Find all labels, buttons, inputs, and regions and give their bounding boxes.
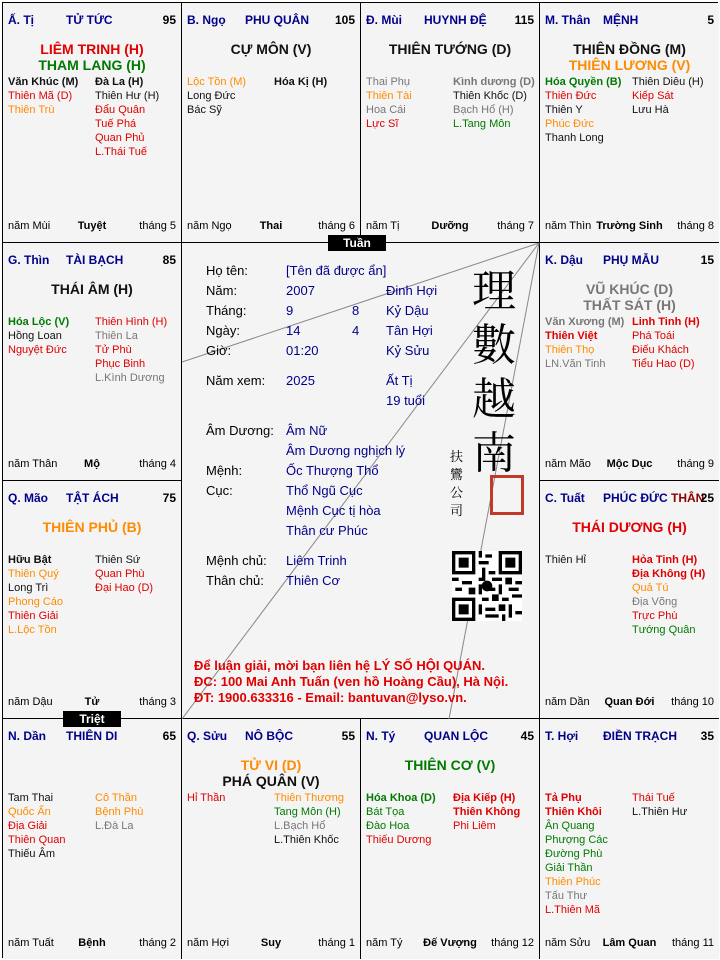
info-value: 2007: [286, 283, 315, 298]
minor-stars-left: [545, 75, 621, 145]
palace-thin: [3, 243, 182, 481]
can-chi: C. Tuất: [545, 491, 585, 505]
minor-star: Tấu Thư: [545, 890, 588, 902]
info-key: Cục:: [206, 483, 233, 498]
minor-star: Thiên Khốc (D): [453, 90, 527, 102]
palace-footer: [8, 458, 176, 472]
palace-name: PHÚC ĐỨC: [603, 491, 668, 505]
minor-stars-left: [545, 553, 586, 567]
minor-star: Ân Quang: [545, 820, 595, 832]
minor-star: Hỉ Thần: [187, 792, 226, 804]
minor-star: Thiên Quan: [8, 834, 66, 846]
minor-star: Đào Hoa: [366, 820, 410, 832]
minor-star: Kình dương (D): [453, 76, 535, 88]
minor-stars-left: [8, 553, 63, 637]
minor-stars-left: [8, 791, 65, 861]
minor-stars-right: [95, 75, 159, 159]
calligraphy-char: 南: [472, 428, 516, 479]
info-key: Âm Dương:: [206, 423, 274, 438]
minor-star: Tả Phụ: [545, 792, 582, 804]
minor-star: L.Thiên Mã: [545, 904, 601, 916]
palace-footer: [545, 458, 714, 472]
minor-star: Quan Phù: [95, 568, 145, 580]
palace-footer: [187, 937, 355, 951]
year-label: năm Sửu: [545, 937, 591, 949]
info-canchi: Tân Hợi: [386, 323, 433, 338]
life-stage: Mộ: [84, 458, 100, 470]
year-label: năm Hợi: [187, 937, 230, 949]
palace-header: [8, 729, 176, 745]
life-stage: Trường Sinh: [596, 220, 663, 232]
palace-name: QUAN LỘC: [424, 729, 488, 743]
minor-star: Thiên Tài: [366, 90, 412, 102]
minor-stars-left: [366, 791, 436, 847]
info-key: Mệnh:: [206, 463, 243, 478]
palace-age: 115: [514, 13, 534, 27]
month-label: tháng 1: [318, 937, 355, 949]
palace-footer: [187, 220, 355, 234]
minor-star: Quan Phủ: [95, 132, 145, 144]
minor-star: Quả Tú: [632, 582, 669, 594]
year-label: năm Tị: [366, 220, 400, 232]
minor-stars-right: [95, 791, 143, 833]
palace-suu: [182, 719, 361, 959]
minor-star: Long Trì: [8, 582, 49, 594]
than-marker: THÂN: [671, 491, 705, 505]
minor-star: Thiên Hình (H): [95, 316, 168, 328]
minor-star: Bệnh Phù: [95, 806, 144, 818]
palace-dan: [3, 719, 182, 959]
palace-header: [545, 13, 714, 29]
minor-stars-right: [632, 553, 705, 637]
info-lunar: 8: [352, 303, 360, 318]
palace-footer: [8, 696, 176, 710]
calligraphy-char: 越: [472, 374, 516, 425]
minor-star: Thái Tuế: [632, 792, 675, 804]
main-star: THAM LANG (H): [38, 57, 146, 73]
minor-star: Thiên Sứ: [95, 554, 141, 566]
can-chi: N. Dần: [8, 729, 47, 743]
minor-stars-left: [545, 791, 608, 917]
can-chi: Đ. Mùi: [366, 13, 402, 27]
year-label: năm Thân: [8, 458, 58, 470]
minor-star: L.Thái Tuế: [95, 146, 147, 158]
minor-star: Thiên La: [95, 330, 138, 342]
palace-name: PHỤ MẪU: [603, 253, 659, 267]
minor-stars-left: [187, 75, 246, 117]
minor-star: Kiếp Sát: [632, 90, 674, 102]
minor-star: L.Bạch Hổ: [274, 820, 326, 832]
minor-stars-right: [632, 75, 704, 117]
month-label: tháng 8: [677, 220, 714, 232]
info-key: Họ tên:: [206, 263, 248, 278]
minor-stars-right: [274, 791, 344, 847]
minor-star: L.Tang Môn: [453, 118, 511, 130]
palace-footer: [366, 220, 534, 234]
info-value: Mệnh Cục tị hòa: [286, 503, 381, 518]
palace-header: [8, 491, 176, 507]
can-chi: G. Thìn: [8, 253, 50, 267]
palace-age: 55: [341, 729, 355, 743]
minor-star: Thanh Long: [545, 132, 604, 144]
palace-age: 65: [162, 729, 176, 743]
contact-info: [194, 658, 508, 706]
minor-star: Quốc Ấn: [8, 806, 51, 818]
palace-name: TỬ TỨC: [66, 13, 113, 27]
info-value: Ốc Thượng Thổ: [286, 463, 379, 478]
info-value: Thiên Cơ: [286, 573, 341, 588]
info-value: Liêm Trinh: [286, 553, 347, 568]
month-label: tháng 2: [139, 937, 176, 949]
main-star: THIÊN ĐỒNG (M): [573, 41, 686, 57]
palace-ngo: [182, 3, 361, 243]
palace-header: [8, 13, 176, 29]
info-canchi: Đinh Hợi: [386, 283, 438, 298]
month-label: tháng 9: [677, 458, 714, 470]
minor-star: Phong Cáo: [8, 596, 64, 608]
minor-star: L.Thiên Hư: [632, 806, 688, 818]
minor-star: Địa Không (H): [632, 568, 706, 580]
info-canchi: Kỷ Sửu: [386, 343, 430, 358]
calligraphy-logo: [464, 265, 524, 481]
minor-stars-left: [545, 315, 624, 371]
minor-star: Phúc Đức: [545, 118, 594, 130]
triet-tag: Triệt: [63, 711, 121, 727]
palace-mui: [361, 3, 540, 243]
minor-stars-left: [8, 315, 69, 357]
minor-star: L.Thiên Khốc: [274, 834, 339, 846]
palace-age: 5: [707, 13, 714, 27]
palace-age: 85: [162, 253, 176, 267]
minor-star: Thiên Thọ: [545, 344, 595, 356]
palace-name: NÔ BỘC: [245, 729, 293, 743]
year-label: năm Tuất: [8, 937, 54, 949]
month-label: tháng 10: [671, 696, 714, 708]
minor-star: Hữu Bật: [8, 554, 52, 566]
main-star: THÁI ÂM (H): [51, 281, 133, 297]
main-star: THIÊN TƯỚNG (D): [388, 41, 512, 57]
palace-name: TÀI BẠCH: [66, 253, 124, 267]
horoscope-board: [2, 2, 718, 958]
minor-star: Hồng Loan: [8, 330, 62, 342]
info-key: Giờ:: [206, 343, 232, 358]
palace-footer: [545, 696, 714, 710]
minor-star: Thiên Việt: [545, 330, 598, 342]
minor-star: Đẩu Quân: [95, 104, 146, 116]
minor-star: Thiên Hư (H): [95, 90, 160, 102]
minor-star: Thiên Quý: [8, 568, 59, 580]
year-label: năm Tý: [366, 937, 403, 949]
minor-star: Phục Binh: [95, 358, 146, 370]
info-value: 01:20: [286, 343, 319, 358]
palace-dau: [540, 243, 719, 481]
minor-stars-right: [453, 75, 535, 131]
main-star: TỬ VI (D): [240, 757, 302, 773]
minor-star: Đại Hao (D): [95, 582, 154, 594]
life-stage: Mộc Dục: [606, 458, 653, 470]
minor-star: Phượng Các: [545, 834, 608, 846]
can-chi: Ấ. Tị: [8, 13, 34, 27]
minor-star: Lưu Hà: [632, 104, 669, 116]
info-value: Âm Dương nghịch lý: [286, 443, 406, 458]
palace-age: 95: [162, 13, 176, 27]
info-value: [Tên đã được ẩn]: [286, 263, 387, 278]
minor-star: L.Kình Dương: [95, 372, 165, 384]
palace-age: 35: [700, 729, 714, 743]
contact-line: Để luận giải, mời bạn liên hệ LÝ SỐ HỘI QUÁN.: [194, 658, 485, 673]
minor-star: L.Lộc Tồn: [8, 624, 57, 636]
month-label: tháng 6: [318, 220, 355, 232]
palace-tuat: [540, 481, 719, 719]
minor-star: Tướng Quân: [632, 624, 696, 636]
minor-star: Linh Tinh (H): [632, 316, 700, 328]
palace-ty2: [361, 719, 540, 959]
seal-text: 扶 鸞 公 司: [450, 449, 464, 518]
minor-star: Cô Thần: [95, 792, 137, 804]
life-stage: Tử: [84, 696, 100, 708]
main-star: THIÊN PHỦ (B): [42, 519, 142, 535]
main-star: THIÊN LƯƠNG (V): [568, 57, 691, 73]
life-stage: Bệnh: [78, 937, 106, 949]
palace-header: [187, 729, 355, 745]
minor-star: Thiếu Âm: [8, 848, 56, 860]
life-stage: Dưỡng: [431, 220, 469, 232]
minor-star: Lực Sĩ: [366, 118, 399, 130]
palace-age: 25: [700, 491, 714, 505]
main-star: THIÊN CƠ (V): [404, 757, 496, 773]
life-stage: Đế Vượng: [423, 937, 477, 949]
main-star: PHÁ QUÂN (V): [222, 773, 320, 789]
minor-star: Thiên Giải: [8, 610, 59, 622]
minor-star: Văn Xương (M): [545, 316, 625, 328]
info-canchi: Kỷ Dậu: [386, 303, 429, 318]
life-stage: Thai: [259, 220, 283, 232]
minor-star: Hoa Cái: [366, 104, 406, 116]
minor-star: Hóa Khoa (D): [366, 792, 436, 804]
palace-ty: [3, 3, 182, 243]
palace-header: [545, 729, 714, 745]
red-seal-icon: [490, 475, 524, 515]
palace-name: ĐIỀN TRẠCH: [603, 729, 677, 743]
year-label: năm Mão: [545, 458, 591, 470]
info-lunar: 4: [352, 323, 360, 338]
palace-name: TẬT ÁCH: [66, 491, 119, 505]
minor-stars-left: [8, 75, 78, 117]
palace-header: [545, 491, 714, 507]
can-chi: B. Ngọ: [187, 13, 226, 27]
palace-footer: [8, 220, 176, 234]
minor-stars-left: [187, 791, 225, 805]
minor-star: Địa Giải: [8, 820, 48, 832]
contact-phone-email[interactable]: ĐT: 1900.633316 - Email: bantuvan@lyso.vn.: [194, 690, 467, 705]
info-value: 14: [286, 323, 301, 338]
palace-age: 75: [162, 491, 176, 505]
minor-stars-left: [366, 75, 412, 131]
palace-footer: [366, 937, 534, 951]
info-canchi: Ất Tị: [386, 373, 413, 388]
minor-star: Thiên Hỉ: [545, 554, 586, 566]
palace-hoi: [540, 719, 719, 959]
life-stage: Quan Đới: [604, 696, 655, 708]
minor-star: Thiên Thương: [274, 792, 345, 804]
palace-age: 15: [700, 253, 714, 267]
life-stage: Lâm Quan: [602, 937, 657, 949]
year-label: năm Thìn: [545, 220, 592, 232]
minor-star: Phi Liêm: [453, 820, 496, 832]
month-label: tháng 5: [139, 220, 176, 232]
info-value: 9: [286, 303, 294, 318]
minor-star: Thiên Mã (D): [8, 90, 73, 102]
calligraphy-char: 數: [472, 320, 516, 371]
main-star: VŨ KHÚC (D): [585, 281, 674, 297]
can-chi: Q. Sửu: [187, 729, 228, 743]
minor-stars-right: [274, 75, 327, 89]
main-star: CỰ MÔN (V): [230, 41, 312, 57]
minor-star: Thiên Phúc: [545, 876, 601, 888]
month-label: tháng 3: [139, 696, 176, 708]
minor-star: Giải Thần: [545, 862, 593, 874]
minor-star: Bát Tọa: [366, 806, 405, 818]
qr-code-icon[interactable]: [452, 551, 522, 621]
info-key: Năm:: [206, 283, 238, 298]
minor-star: Phá Toái: [632, 330, 675, 342]
info-value: Âm Nữ: [286, 423, 328, 438]
palace-header: [366, 13, 534, 29]
minor-star: Long Đức: [187, 90, 236, 102]
minor-stars-right: [95, 553, 153, 595]
center-info-panel: [182, 243, 540, 719]
year-label: năm Mùi: [8, 220, 51, 232]
minor-star: Nguyệt Đức: [8, 344, 67, 356]
palace-footer: [8, 937, 176, 951]
palace-name: HUYNH ĐỆ: [424, 13, 487, 27]
minor-star: Tiểu Hao (D): [632, 358, 695, 370]
minor-star: Bạch Hổ (H): [453, 104, 514, 116]
minor-stars-right: [632, 791, 687, 819]
minor-stars-right: [453, 791, 520, 833]
main-star: LIÊM TRINH (H): [40, 41, 144, 57]
year-label: năm Dần: [545, 696, 590, 708]
minor-star: Địa Kiếp (H): [453, 792, 516, 804]
palace-name: MỆNH: [603, 13, 639, 27]
minor-star: Thiên Không: [453, 806, 521, 818]
info-value: Thân cư Phúc: [286, 523, 368, 538]
year-label: năm Dậu: [8, 696, 53, 708]
palace-footer: [545, 220, 714, 234]
minor-star: Hỏa Tinh (H): [632, 554, 698, 566]
minor-star: Hóa Kị (H): [274, 76, 328, 88]
palace-age: 105: [334, 13, 355, 27]
palace-header: [8, 253, 176, 269]
minor-star: Tử Phù: [95, 344, 132, 356]
minor-stars-right: [95, 315, 167, 385]
info-key: Tháng:: [206, 303, 247, 318]
minor-star: Tam Thai: [8, 792, 54, 804]
palace-mao: [3, 481, 182, 719]
month-label: tháng 4: [139, 458, 176, 470]
minor-stars-right: [632, 315, 700, 371]
main-star: THẤT SÁT (H): [583, 297, 676, 313]
palace-header: [366, 729, 534, 745]
minor-star: Hóa Lộc (V): [8, 316, 70, 328]
minor-star: Hóa Quyền (B): [545, 76, 622, 88]
minor-star: Thiên Trù: [8, 104, 55, 116]
can-chi: K. Dậu: [545, 253, 584, 267]
palace-age: 45: [520, 729, 534, 743]
minor-star: Bác Sỹ: [187, 104, 222, 116]
can-chi: Q. Mão: [8, 491, 49, 505]
main-star: THÁI DƯƠNG (H): [572, 519, 687, 535]
palace-footer: [545, 937, 714, 951]
minor-star: Tang Môn (H): [274, 806, 341, 818]
info-value: Thổ Ngũ Cục: [286, 483, 363, 498]
info-key: Mệnh chủ:: [206, 553, 267, 568]
palace-name: PHU QUÂN: [245, 13, 310, 27]
minor-star: Tuế Phá: [95, 118, 137, 130]
minor-star: LN.Văn Tinh: [545, 358, 606, 370]
minor-star: Thiếu Dương: [366, 834, 432, 846]
life-stage: Tuyệt: [77, 220, 107, 232]
minor-star: L.Đà La: [95, 820, 134, 832]
minor-star: Thai Phụ: [366, 76, 411, 88]
tuan-tag: Tuần: [328, 235, 386, 251]
palace-header: [187, 13, 355, 29]
minor-star: Văn Khúc (M): [8, 76, 79, 88]
minor-star: Thiên Đức: [545, 90, 597, 102]
minor-star: Đà La (H): [95, 76, 144, 88]
info-canchi: 19 tuổi: [386, 393, 426, 408]
minor-star: Thiên Diêu (H): [632, 76, 704, 88]
month-label: tháng 12: [491, 937, 534, 949]
year-label: năm Ngọ: [187, 220, 232, 232]
month-label: tháng 11: [671, 937, 714, 949]
palace-name: THIÊN DI: [66, 729, 118, 743]
palace-than: [540, 3, 719, 243]
minor-star: Thiên Khôi: [545, 806, 602, 818]
minor-star: Lộc Tồn (M): [187, 76, 247, 88]
contact-address: ĐC: 100 Mai Anh Tuấn (ven hồ Hoàng Cầu), Hà Nội.: [194, 674, 509, 689]
minor-star: Điếu Khách: [632, 344, 689, 356]
info-value: 2025: [286, 373, 315, 388]
minor-star: Đường Phù: [545, 848, 603, 860]
can-chi: M. Thân: [545, 13, 591, 27]
minor-star: Thiên Y: [545, 104, 583, 116]
month-label: tháng 7: [497, 220, 534, 232]
info-key: Năm xem:: [206, 373, 266, 388]
calligraphy-char: 理: [472, 266, 516, 317]
info-key: Ngày:: [206, 323, 240, 338]
can-chi: T. Hợi: [545, 729, 579, 743]
can-chi: N. Tý: [366, 729, 396, 743]
palace-header: [545, 253, 714, 269]
minor-star: Trực Phù: [632, 610, 678, 622]
minor-star: Địa Võng: [632, 596, 678, 608]
info-key: Thân chủ:: [206, 573, 264, 588]
life-stage: Suy: [260, 937, 282, 949]
